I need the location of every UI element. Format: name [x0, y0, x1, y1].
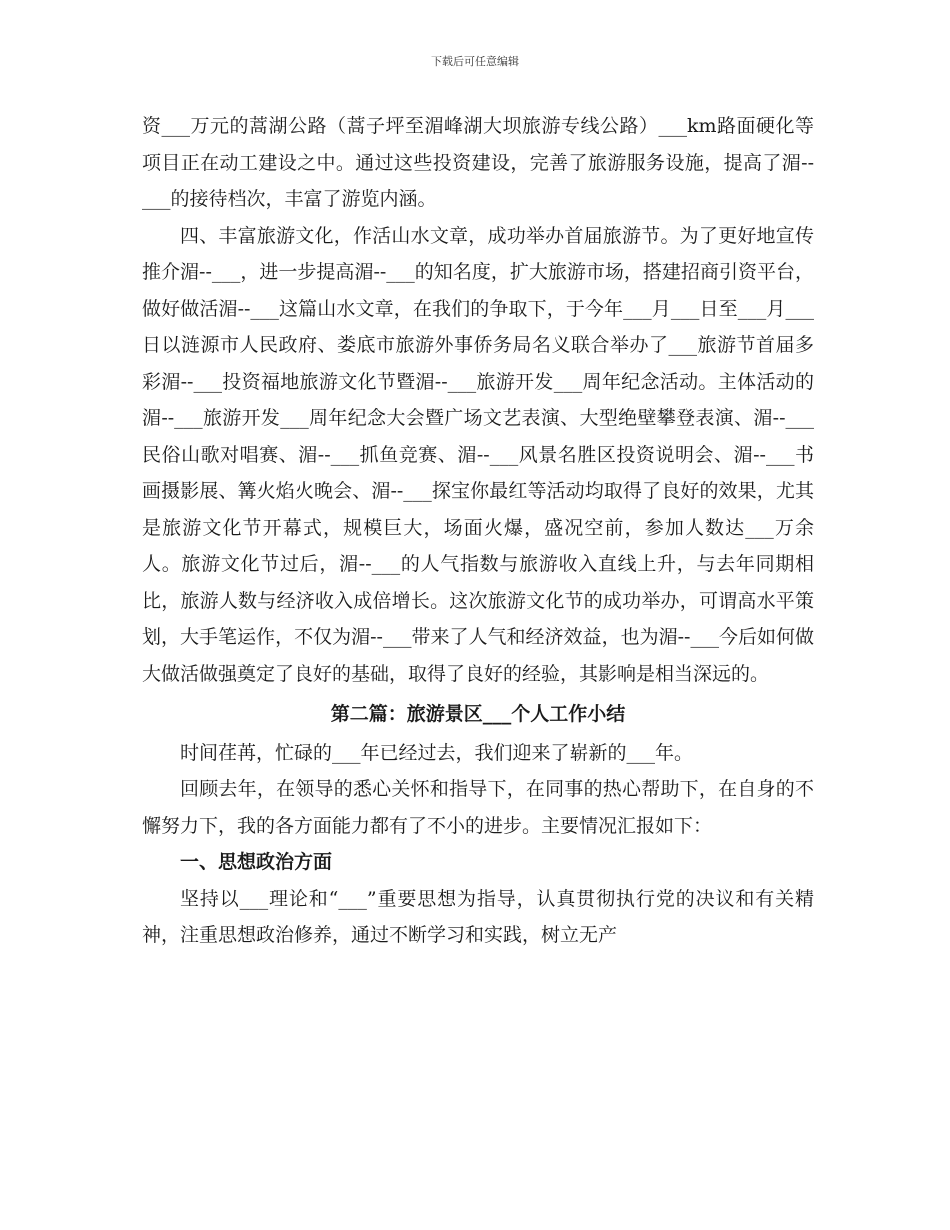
- document-body: [142, 108, 814, 954]
- section-title: 第二篇：旅游景区___个人工作小结: [330, 703, 626, 725]
- paragraph-tourism-festival: 四、丰富旅游文化，作活山水文章，成功举办首届旅游节。为了更好地宣传推介湄--___，进一步提高湄--___的知名度，扩大旅游市场，搭建招商引资平台，做好做活湄--___这篇山水文章，在我们的争取下，于今年___月___日至___月___日以涟源市人民政府、娄底市旅游外事侨务局名义联合举办了___旅游节首届多彩湄--___投资福地旅游文化节暨湄--___旅游开发___周年纪念活动。主体活动的湄--___旅游开发___周年纪念大会暨广场文艺表演、大型绝壁攀登表演、湄--___民俗山歌对唱赛、湄--___抓鱼竞赛、湄--___风景名胜区投资说明会、湄--___书画摄影展、篝火焰火晚会、湄--___探宝你最红等活动均取得了良好的效果，尤其是旅游文化节开幕式，规模巨大，场面火爆，盛况空前，参加人数达___万余人。旅游文化节过后，湄--___的人气指数与旅游收入直线上升，与去年同期相比，旅游人数与经济收入成倍增长。这次旅游文化节的成功举办，可谓高水平策划，大手笔运作，不仅为湄--___带来了人气和经济效益，也为湄--___今后如何做大做活做强奠定了良好的基础，取得了良好的经验，其影响是相当深远的。: [142, 224, 814, 685]
- paragraph-review: 回顾去年，在领导的悉心关怀和指导下，在同事的热心帮助下，在自身的不懈努力下，我的各方面能力都有了不小的进步。主要情况汇报如下：: [142, 778, 814, 837]
- page-header: 下载后可任意编辑: [431, 55, 519, 68]
- heading-ideology: 一、思想政治方面: [180, 851, 333, 873]
- paragraph-investment: 资___万元的蒿湖公路（蒿子坪至湄峰湖大坝旅游专线公路）___km路面硬化等项目正在动工建设之中。通过这些投资建设，完善了旅游服务设施，提高了湄--___的接待档次，丰富了游览内涵。: [142, 115, 814, 210]
- paragraph-ideology: 坚持以___理论和“___”重要思想为指导，认真贯彻执行党的决议和有关精神，注重思想政治修养，通过不断学习和实践，树立无产: [142, 887, 814, 946]
- paragraph-time: 时间荏苒，忙碌的___年已经过去，我们迎来了崭新的___年。: [180, 741, 694, 764]
